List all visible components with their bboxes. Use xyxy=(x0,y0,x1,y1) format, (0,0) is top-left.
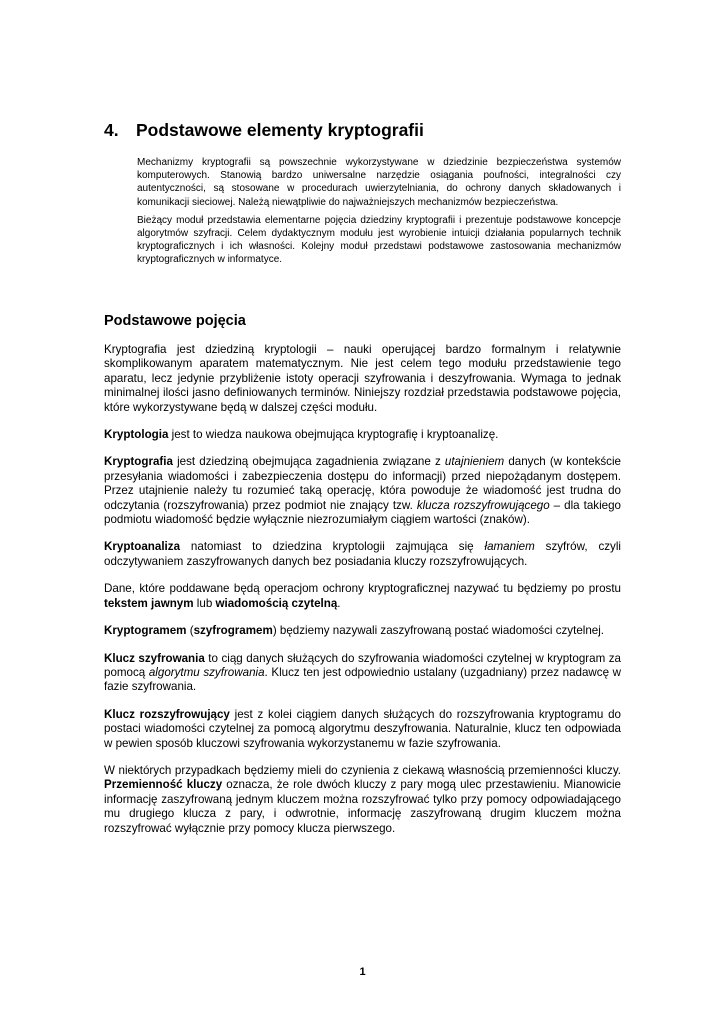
paragraph-kryptoanaliza: Kryptoanaliza natomiast to dziedzina kryptologii zajmująca się łamaniem szyfrów, czyli odczytywaniem zaszyfrowanych danych bez posiadania kluczy rozszyfrowujących. xyxy=(104,540,621,568)
page-number: 1 xyxy=(359,966,366,978)
term-kryptoanaliza: Kryptoanaliza xyxy=(104,540,181,554)
chapter-number: 4. xyxy=(104,120,119,140)
chapter-intro xyxy=(137,156,621,272)
paragraph-klucz-szyfrowania: Klucz szyfrowania to ciąg danych służących do szyfrowania wiadomości czytelnej w kryptogram za pomocą algorytmu szyfrowania. Klucz ten jest odpowiednio ustalany (uzgadniany) przez nadawcę w fazie szyfrowania. xyxy=(104,651,622,694)
term-wiadomosc-czytelna: wiadomością czytelną xyxy=(215,596,338,610)
term-tekst-jawny: tekstem jawnym xyxy=(104,596,194,610)
term-klucz-szyfrowania: Klucz szyfrowania xyxy=(104,651,205,665)
term-kryptologia: Kryptologia xyxy=(104,428,169,442)
paragraph-kryptografia: Kryptografia jest dziedziną obejmująca zagadnienia związane z utajnieniem danych (w kontekście przesyłania wiadomości i zabezpieczenia dostępu do informacji) przed niepożądanym dostępem. Przez utajnienie należy tu rozumieć taką operację, która powoduje że wiadomość jest trudna do odczytania (rozszyfrowania) przez podmiot nie znający tzw. klucza rozszyfrowującego – dla takiego podmiotu wiadomość będzie wyłącznie niezrozumiałym ciągiem wartości (znaków). xyxy=(104,455,621,527)
paragraph-kryptologia: Kryptologia jest to wiedza naukowa obejmująca kryptografię i kryptoanalizę. xyxy=(104,428,499,442)
paragraph-przemiennosc-kluczy: W niektórych przypadkach będziemy mieli do czynienia z ciekawą własnością przemienności kluczy. Przemienność kluczy oznacza, że role dwóch kluczy z pary mogą ulec przestawieniu. Mianowicie informację zaszyfrowaną jednym kluczem można rozszyfrować tylko przy pomocy odpowiadającego mu drugiego klucza z pary, i odwrotnie, informację zaszyfrowaną drugim kluczem można rozszyfrować wyłącznie przy pomocy klucza pierwszego. xyxy=(104,763,621,835)
paragraph-klucz-rozszyfrowujacy: Klucz rozszyfrowujący jest z kolei ciągiem danych służących do rozszyfrowania kryptogramu do postaci wiadomości czytelnej za pomocą algorytmu deszyfrowania. Naturalnie, klucz ten odpowiada w pewien sposób kluczowi szyfrowania wykorzystanemu w fazie szyfrowania. xyxy=(104,707,621,750)
section-body xyxy=(104,343,621,849)
term-szyfrogram: szyfrogramem xyxy=(193,624,273,638)
section-title: Podstawowe pojęcia xyxy=(104,313,246,329)
term-klucz-rozszyfrowujacy: Klucz rozszyfrowujący xyxy=(104,707,230,721)
chapter-title xyxy=(104,120,621,141)
term-kryptogram: Kryptogramem xyxy=(104,624,187,638)
paragraph-cryptography-intro: Kryptografia jest dziedziną kryptologii – nauki operującej bardzo formalnym i relatywnie skomplikowanym aparatem matematycznym. Nie jest celem tego modułu przedstawienie tego aparatu, lecz jedynie przybliżenie istoty operacji szyfrowania i deszyfrowania. Wymaga to jednak minimalnej ilości jasno definiowanych terminów. Niniejszy rozdział przedstawia podstawowe pojęcia, które wykorzystywane będą w dalszej części modułu. xyxy=(104,343,621,414)
paragraph-tekst-jawny: Dane, które poddawane będą operacjom ochrony kryptograficznej nazywać tu będziemy po prostu tekstem jawnym lub wiadomością czytelną. xyxy=(104,582,621,610)
chapter-title-text: Podstawowe elementy kryptografii xyxy=(136,120,424,140)
paragraph-kryptogram: Kryptogramem (szyfrogramem) będziemy nazywali zaszyfrowaną postać wiadomości czytelnej. xyxy=(104,624,605,638)
intro-paragraph-1: Mechanizmy kryptografii są powszechnie wykorzystywane w dziedzinie bezpieczeństwa systemów komputerowych. Stanowią bardzo uniwersalne narzędzie osiągania poufności, integralności czy autentyczności, są stosowane w procedurach uwierzytelniania, do ochrony danych składowanych i komunikacji sieciowej. Należą niewątpliwie do najważniejszych mechanizmów bezpieczeństwa. xyxy=(137,157,621,208)
intro-paragraph-2: Bieżący moduł przedstawia elementarne pojęcia dziedziny kryptografii i prezentuje podstawowe koncepcje algorytmów szyfracji. Celem dydaktycznym modułu jest wyrobienie intuicji działania popularnych technik kryptograficznych i ich własności. Kolejny moduł przedstawi podstawowe zastosowania mechanizmów kryptograficznych w informatyce. xyxy=(137,214,621,266)
term-kryptografia: Kryptografia xyxy=(104,455,173,469)
term-przemiennosc-kluczy: Przemienność kluczy xyxy=(104,778,223,792)
